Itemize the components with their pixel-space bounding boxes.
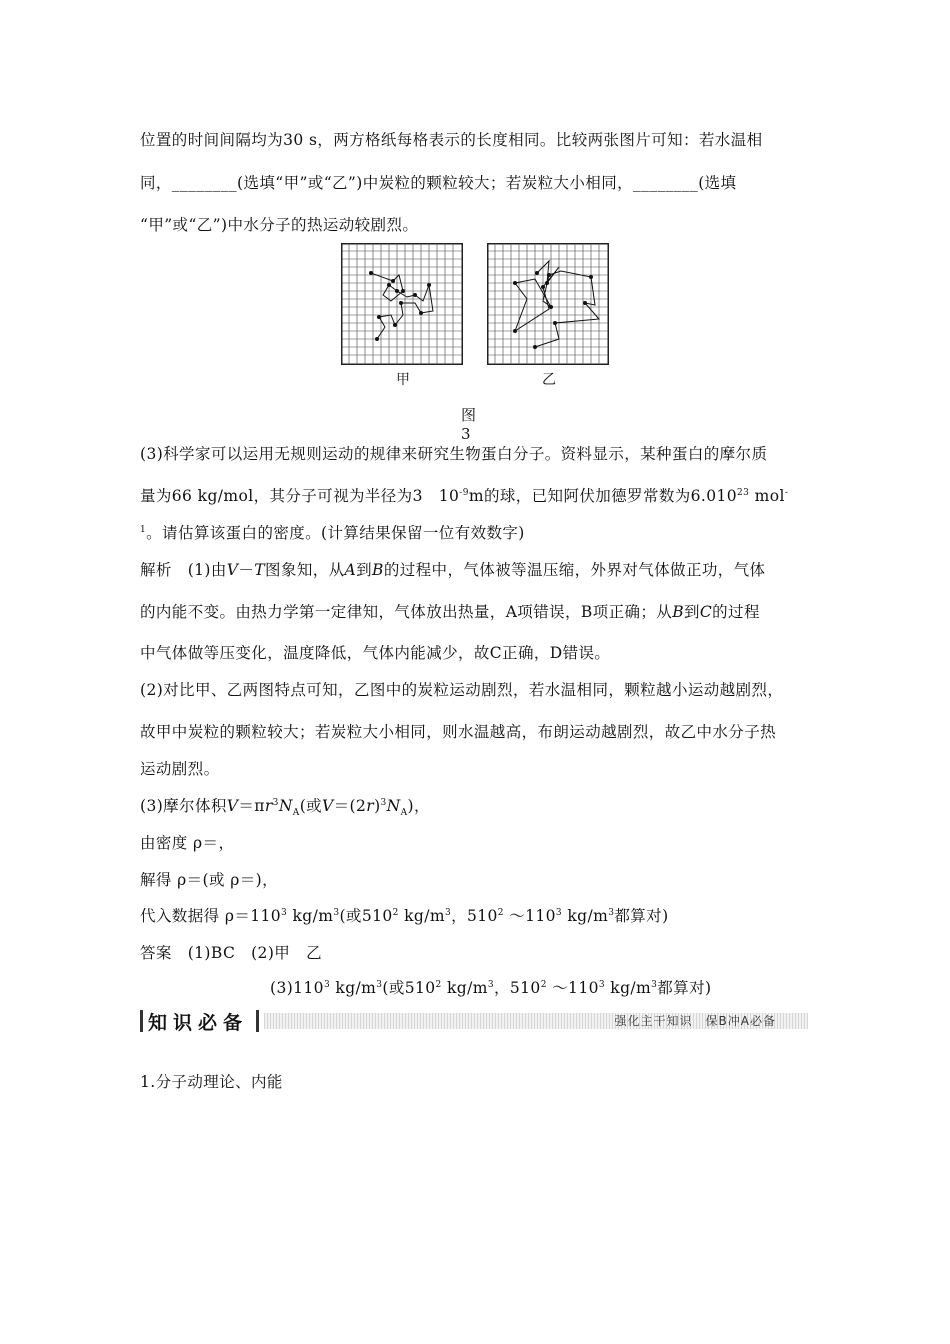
figure-caption: 图3 <box>461 406 477 443</box>
answer-line: 答案 (1)BC (2)甲 乙 <box>140 944 322 962</box>
question-text-line: (3)科学家可以运用无规则运动的规律来研究生物蛋白分子。资料显示，某种蛋白的摩尔质 <box>140 445 768 463</box>
analysis-label: 解析 <box>140 561 172 579</box>
analysis-line: 运动剧烈。 <box>140 760 220 778</box>
figure-label-yi: 乙 <box>542 372 556 388</box>
banner-divider <box>140 1010 143 1032</box>
section-item: 1.分子动理论、内能 <box>140 1073 283 1091</box>
section-subtitle: 强化主干知识 保B冲A必备 <box>614 1014 776 1028</box>
answer-label: 答案 <box>140 944 172 962</box>
section-banner <box>140 1008 808 1034</box>
analysis-line: (2)对比甲、乙两图特点可知，乙图中的炭粒运动剧烈，若水温相同，颗粒越小运动越剧烈， <box>140 681 784 699</box>
analysis-line: 由密度 ρ＝， <box>140 834 235 852</box>
brownian-grid-jia <box>341 243 463 365</box>
question-text-line: 位置的时间间隔均为30 s，两方格纸每格表示的长度相同。比较两张图片可知：若水温相 <box>140 131 763 149</box>
analysis-line: 解得 ρ＝(或 ρ＝)， <box>140 871 278 889</box>
question-text-line: 量为66 kg/mol，其分子可视为半径为3 $10^{-9}m$的球，已知阿伏加德罗常数为6.010$^{23}$ mol- <box>140 487 789 505</box>
analysis-line: (3)摩尔体积$V=\pi r^3N_A$(或$V=(2r)^3N_A$)， <box>140 797 430 819</box>
question-text-line: 同，________(选填“甲”或“乙”)中炭粒的颗粒较大；若炭粒大小相同，________(选填 <box>140 174 737 192</box>
analysis-line: 的内能不变。由热力学第一定律知，气体放出热量，A项错误，B项正确；从B到C的过程 <box>140 603 760 621</box>
question-text-line: $^1$。请估算该蛋白的密度。(计算结果保留一位有效数字) <box>140 524 525 542</box>
section-title: 知识必备 <box>148 1012 249 1034</box>
figure-label-jia: 甲 <box>396 372 410 388</box>
brownian-grid-yi <box>487 243 609 365</box>
analysis-line: 故甲中炭粒的颗粒较大；若炭粒大小相同，则水温越高，布朗运动越剧烈，故乙中水分子热 <box>140 723 777 741</box>
analysis-line: 中气体做等压变化，温度降低，气体内能减少，故C正确，D错误。 <box>140 644 611 662</box>
answer-line: $(3)110^3$ $kg/m^3$(或$510^2$ $kg/m^3$，$510^2$ $\sim 110^3$ $kg/m^3$都算对) <box>270 979 712 997</box>
banner-divider <box>256 1010 259 1032</box>
analysis-line: 代入数据得 $\rho=110^3$ $kg/m^3$(或$510^2$ $kg/m^3$，$510^2$ $\sim 110^3$ $kg/m^3$都算对) <box>140 907 669 925</box>
question-text-line: “甲”或“乙”)中水分子的热运动较剧烈。 <box>140 216 419 234</box>
analysis-line: 解析 (1)由V－T图象知，从A到B的过程中，气体被等温压缩，外界对气体做正功，气体 <box>140 561 766 579</box>
